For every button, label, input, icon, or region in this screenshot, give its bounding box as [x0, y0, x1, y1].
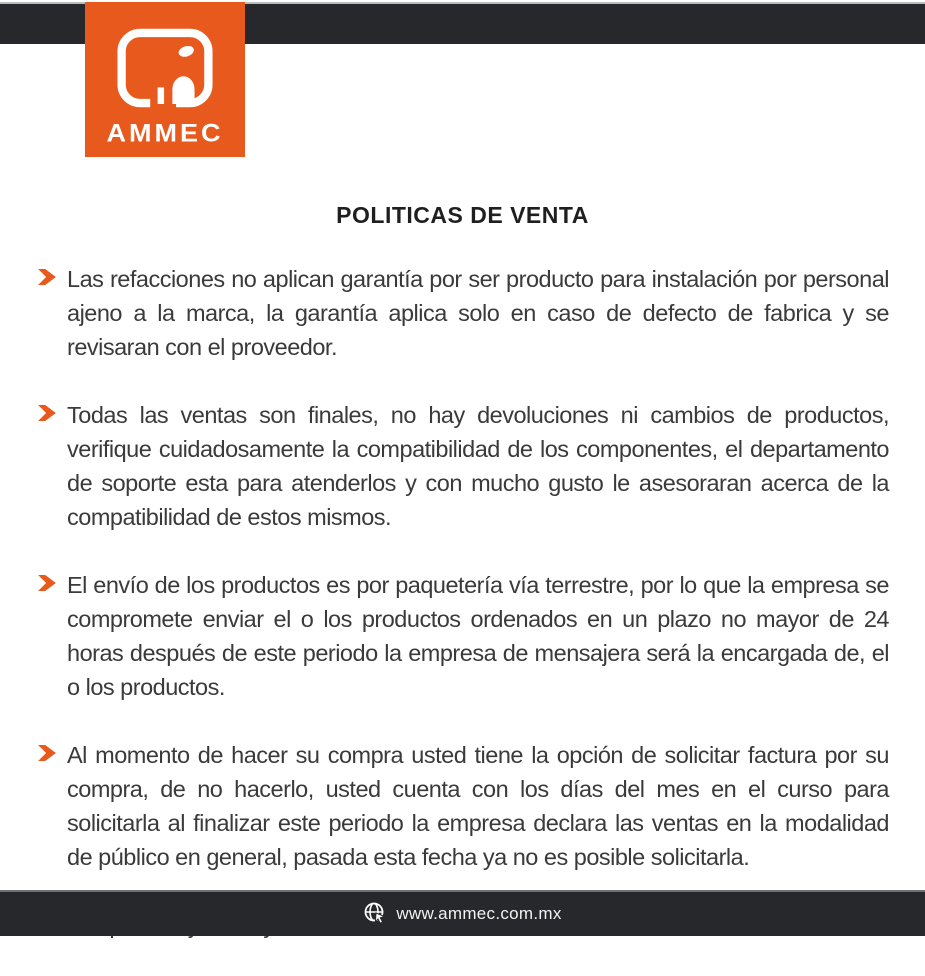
chevron-right-icon [38, 269, 56, 290]
policy-item [38, 738, 889, 874]
chevron-right-icon [38, 575, 56, 596]
brand-wordmark: AMMEC [106, 119, 224, 147]
brand-logo [85, 2, 245, 157]
policy-text: El envío de los productos es por paquetería vía terrestre, por lo que la empresa se compromete enviar el o los productos ordenados en un plazo no mayor de 24 horas después de este periodo la empresa de mensajera será la encargada de, el o los productos. [67, 572, 889, 700]
page-title: POLITICAS DE VENTA [336, 202, 589, 228]
policy-item [38, 568, 889, 704]
chevron-right-icon [38, 405, 56, 426]
policy-text: Todas las ventas son finales, no hay devoluciones ni cambios de productos, verifique cuidadosamente la compatibilidad de los componentes, el departamento de soporte esta para atenderlos y con mucho gusto le asesoraran acerca de la compatibilidad de estos mismos. [67, 402, 889, 530]
website-link[interactable]: www.ammec.com.mx [396, 904, 562, 923]
elephant-icon [117, 28, 213, 108]
policy-text: Al momento de hacer su compra usted tiene la opción de solicitar factura por su compra, de no hacerlo, usted cuenta con los días del mes en el curso para solicitarla al finalizar este periodo la empresa declara las ventas en la modalidad de público en general, pasada esta fecha ya no es posible solicitarla. [67, 742, 889, 870]
policy-item [38, 398, 889, 534]
footer-bar [0, 890, 925, 936]
policy-list [38, 262, 889, 976]
policy-text: Las refacciones no aplican garantía por ser producto para instalación por personal ajeno a la marca, la garantía aplica solo en caso de defecto de fabrica y se revisaran con el proveedor. [67, 266, 889, 360]
policy-item [38, 262, 889, 364]
chevron-right-icon [38, 745, 56, 766]
globe-cursor-icon [363, 901, 387, 927]
